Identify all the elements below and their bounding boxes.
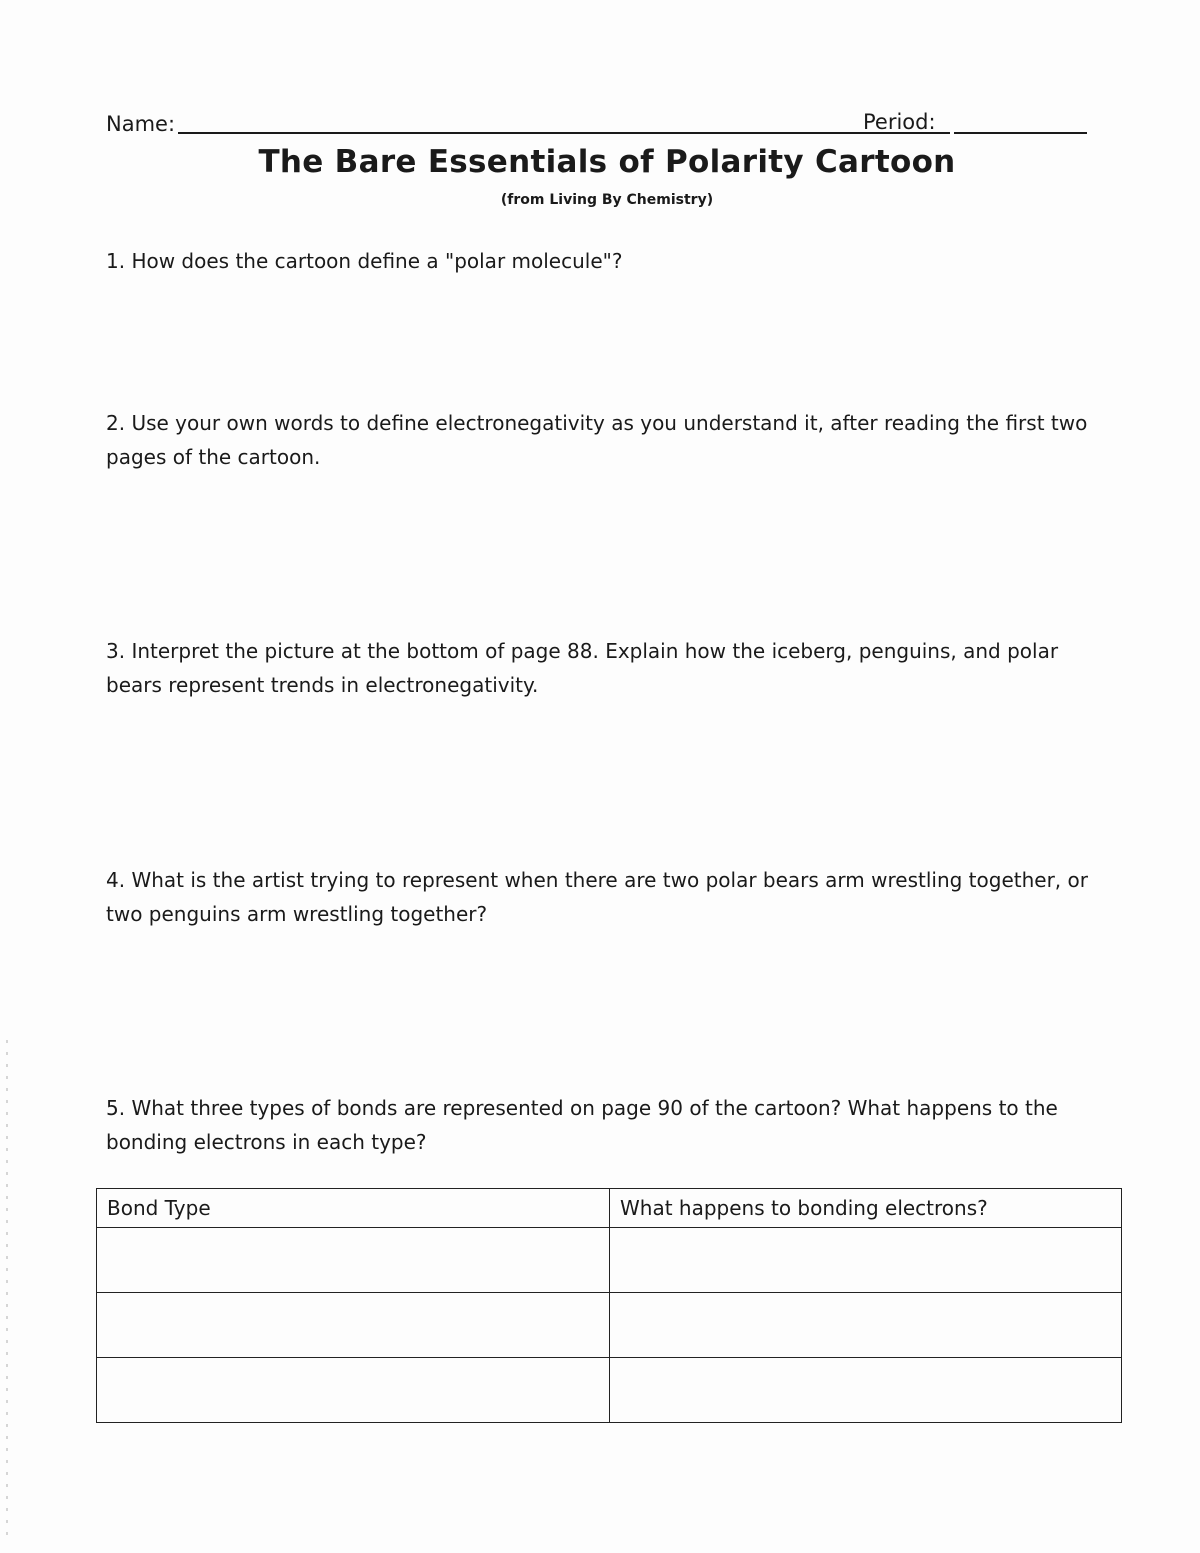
question-2: 2. Use your own words to define electronegativity as you understand it, after reading the first two pages of the cartoon. bbox=[106, 411, 1088, 469]
bonding-electrons-cell[interactable] bbox=[610, 1228, 1122, 1293]
period-label: Period: bbox=[863, 110, 936, 134]
table-header-row bbox=[97, 1189, 1122, 1228]
header-row bbox=[106, 108, 1091, 140]
question-1: 1. How does the cartoon define a "polar molecule"? bbox=[106, 249, 623, 273]
bonding-electrons-cell[interactable] bbox=[610, 1358, 1122, 1423]
table-row bbox=[97, 1293, 1122, 1358]
bond-type-cell[interactable] bbox=[97, 1358, 610, 1423]
period-blank-field[interactable] bbox=[954, 132, 1087, 134]
column-header-bond-type: Bond Type bbox=[97, 1189, 610, 1228]
question-5: 5. What three types of bonds are represented on page 90 of the cartoon? What happens to the bonding electrons in each type? bbox=[106, 1096, 1058, 1154]
bond-table bbox=[96, 1188, 1122, 1423]
question-4: 4. What is the artist trying to represent when there are two polar bears arm wrestling together, or two penguins arm wrestling together? bbox=[106, 868, 1088, 926]
worksheet-subtitle: (from Living By Chemistry) bbox=[500, 192, 714, 208]
worksheet-title: The Bare Essentials of Polarity Cartoon bbox=[258, 144, 956, 180]
column-header-bonding-electrons: What happens to bonding electrons? bbox=[610, 1189, 1122, 1228]
name-blank-field[interactable] bbox=[178, 132, 950, 134]
bond-type-cell[interactable] bbox=[97, 1228, 610, 1293]
name-label: Name: bbox=[106, 112, 176, 136]
table-row bbox=[97, 1358, 1122, 1423]
bonding-electrons-cell[interactable] bbox=[610, 1293, 1122, 1358]
bond-type-cell[interactable] bbox=[97, 1293, 610, 1358]
scan-edge-mark bbox=[6, 1040, 8, 1540]
question-3: 3. Interpret the picture at the bottom of page 88. Explain how the iceberg, penguins, and polar bears represent trends in electronegativity. bbox=[106, 639, 1059, 697]
table-row bbox=[97, 1228, 1122, 1293]
